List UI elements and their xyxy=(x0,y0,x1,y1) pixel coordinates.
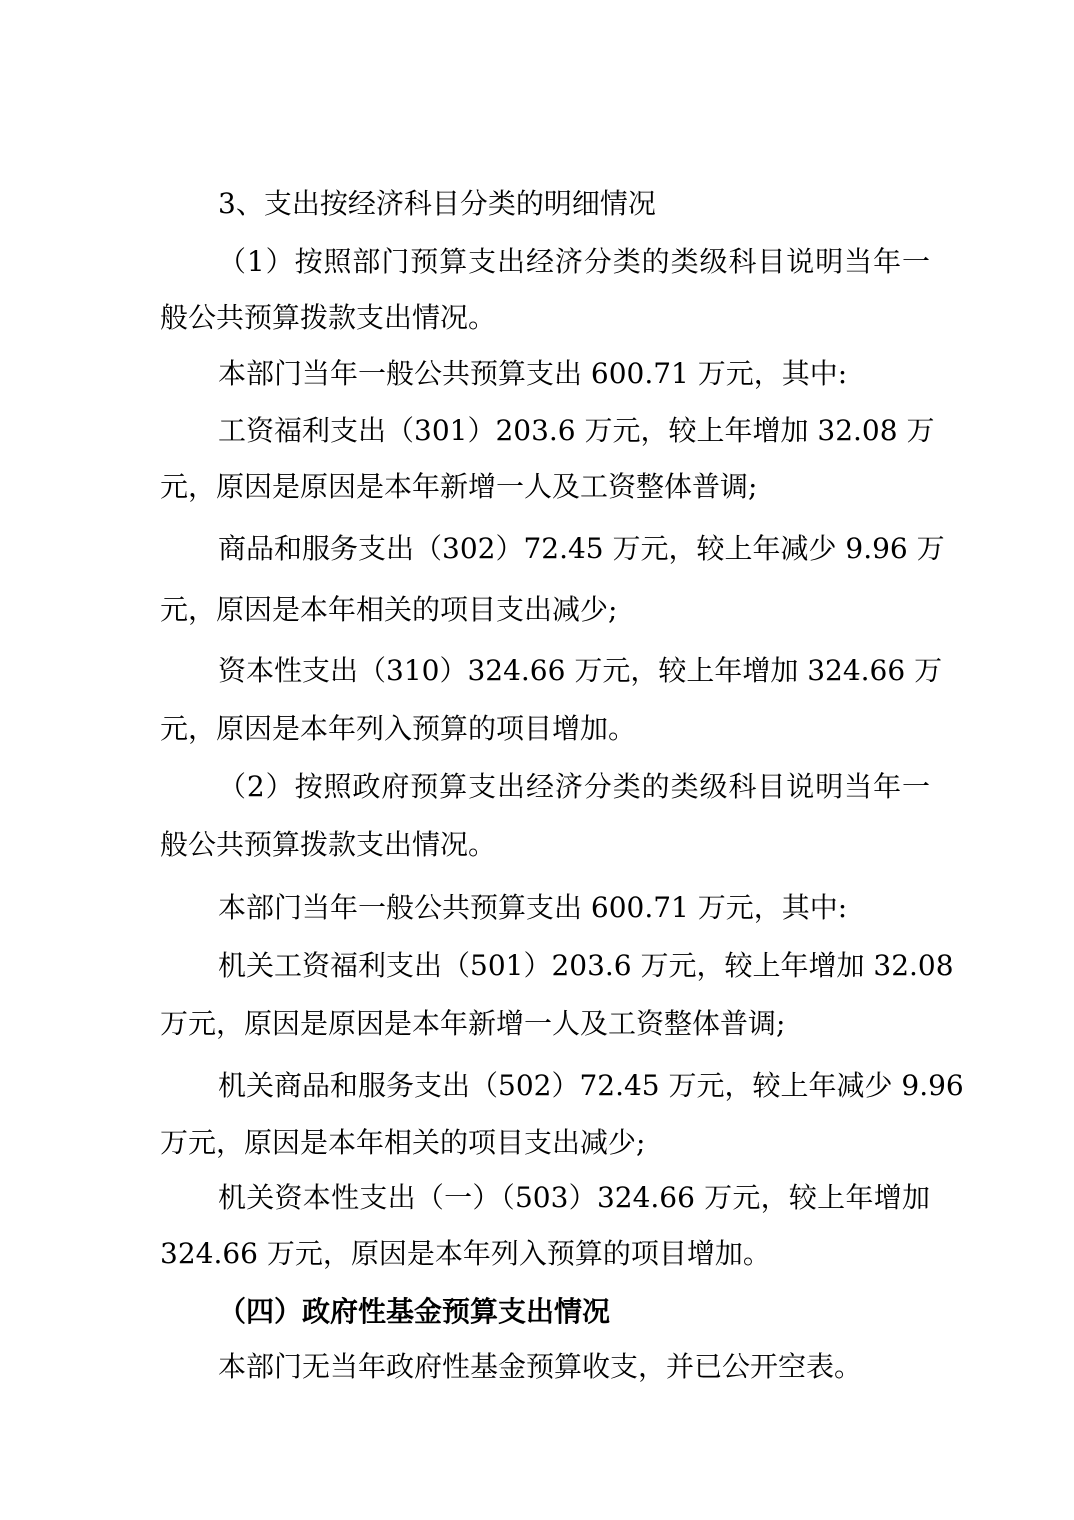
paragraph-line: （2）按照政府预算支出经济分类的类级科目说明当年一 xyxy=(218,770,930,803)
paragraph-line: 机关资本性支出（一）（503）324.66 万元，较上年增加 xyxy=(218,1181,930,1214)
paragraph-line: 本部门无当年政府性基金预算收支，并已公开空表。 xyxy=(218,1350,863,1383)
paragraph-line: 元，原因是本年列入预算的项目增加。 xyxy=(160,712,637,745)
paragraph-line: 资本性支出（310）324.66 万元，较上年增加 324.66 万 xyxy=(218,654,943,687)
paragraph-line: 元，原因是原因是本年新增一人及工资整体普调; xyxy=(160,470,758,503)
paragraph-line: 万元，原因是本年相关的项目支出减少; xyxy=(160,1126,646,1159)
paragraph-line: 工资福利支出（301）203.6 万元，较上年增加 32.08 万 xyxy=(218,414,935,447)
subsection-heading: （四）政府性基金预算支出情况 xyxy=(218,1295,611,1328)
paragraph-line: 本部门当年一般公共预算支出 600.71 万元，其中: xyxy=(218,357,848,390)
paragraph-line: 机关商品和服务支出（502）72.45 万元，较上年减少 9.96 xyxy=(218,1069,964,1102)
paragraph-line: 般公共预算拨款支出情况。 xyxy=(160,828,497,861)
paragraph-line: 本部门当年一般公共预算支出 600.71 万元，其中: xyxy=(218,891,848,924)
paragraph-line: 324.66 万元，原因是本年列入预算的项目增加。 xyxy=(160,1237,771,1270)
section-heading: 3、支出按经济科目分类的明细情况 xyxy=(218,187,656,220)
paragraph-line: 般公共预算拨款支出情况。 xyxy=(160,301,497,334)
paragraph-line: 商品和服务支出（302）72.45 万元，较上年减少 9.96 万 xyxy=(218,532,945,565)
paragraph-line: 万元，原因是原因是本年新增一人及工资整体普调; xyxy=(160,1007,786,1040)
paragraph-line: 机关工资福利支出（501）203.6 万元，较上年增加 32.08 xyxy=(218,949,954,982)
paragraph-line: 元，原因是本年相关的项目支出减少; xyxy=(160,593,618,626)
paragraph-line: （1）按照部门预算支出经济分类的类级科目说明当年一 xyxy=(218,245,930,278)
